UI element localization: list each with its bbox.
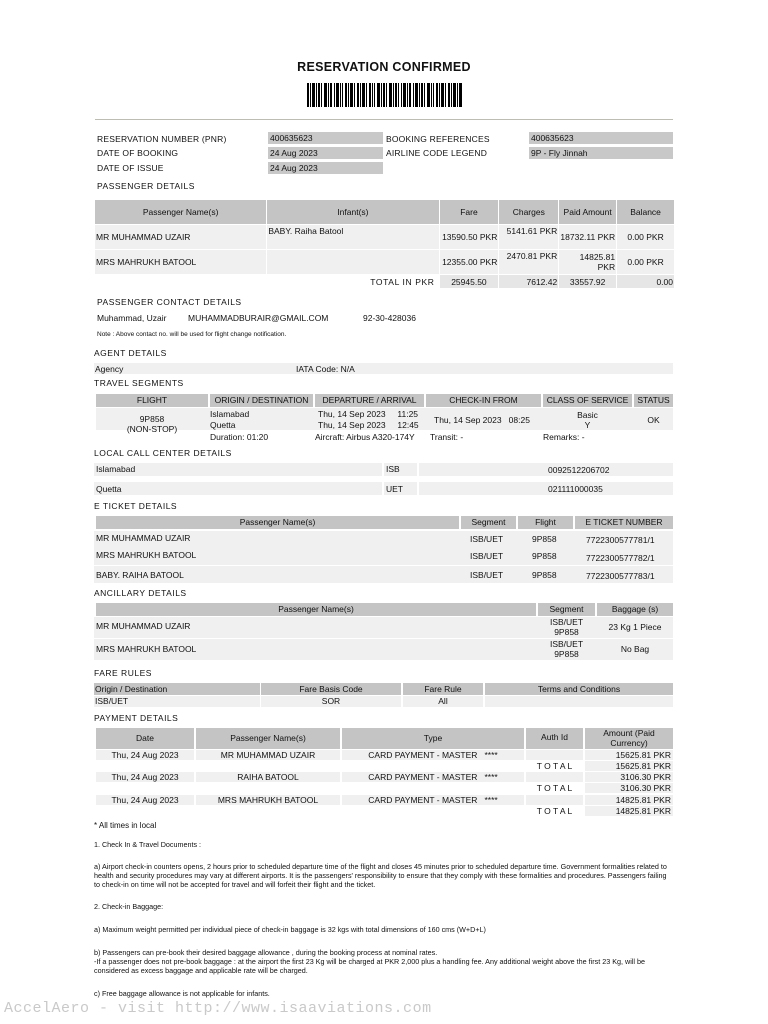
payment-row (94, 795, 673, 805)
issue-date-label: DATE OF ISSUE (97, 163, 164, 173)
col-od: Origin / Destination (94, 683, 260, 695)
segment-transit: Transit: - (430, 432, 464, 442)
travel-segments-heading: TRAVEL SEGMENTS (94, 378, 184, 388)
contact-phone: 92-30-428036 (363, 313, 416, 323)
total-balance: 0.00 (617, 275, 674, 288)
payment-total-label: T O T A L (536, 783, 573, 793)
table-row (94, 531, 673, 548)
table-row (94, 463, 673, 476)
payment-total: 3106.30 PKR (585, 783, 673, 793)
note-baggage-airport: -If a passenger does not pre-book baggage : at the airport the first 23 Kg will be charged at PKR 2,000 plus a handling fee. Any additional weight above the first 23 Kg, will be considered as excess baggage and applicable rate will be charged. (94, 957, 645, 975)
class-name: Basic (577, 410, 598, 420)
passenger-name: MRS MAHRUKH BATOOL (95, 250, 266, 274)
flight-type: (NON-STOP) (126, 424, 178, 434)
col-passenger: Passenger Name(s) (95, 200, 266, 224)
payment-total: 15625.81 PKR (585, 761, 673, 771)
ancillary-flight: 9P858 (554, 649, 579, 659)
col-passenger: Passenger Name(s) (196, 728, 340, 749)
fare-od: ISB/UET (94, 696, 260, 707)
col-passenger: Passenger Name(s) (96, 603, 536, 616)
payment-type-text: CARD PAYMENT - MASTER (368, 795, 478, 805)
col-amount: Amount (Paid Currency) (585, 728, 673, 749)
col-basis: Fare Basis Code (261, 683, 401, 695)
booking-date-label: DATE OF BOOKING (97, 148, 179, 158)
col-type: Type (342, 728, 524, 749)
payment-date: Thu, 24 Aug 2023 (96, 750, 194, 760)
barcode-image (307, 83, 462, 107)
eticket-number: 7722300577782/1 (586, 553, 655, 563)
issue-date-value: 24 Aug 2023 (268, 162, 383, 174)
call-center-city: Quetta (96, 484, 122, 494)
call-center-heading: LOCAL CALL CENTER DETAILS (94, 448, 232, 458)
ancillary-name: MR MUHAMMAD UZAIR (96, 621, 191, 631)
agent-name: Agency (95, 364, 124, 374)
fare-terms (485, 696, 673, 707)
payment-header-row (94, 728, 673, 749)
col-baggage: Baggage (s) (597, 603, 673, 616)
eticket-header-row (94, 516, 673, 529)
call-center-city: Islamabad (96, 464, 136, 474)
eticket-heading: E TICKET DETAILS (94, 501, 178, 511)
note-checkin-text: a) Airport check-in counters opens, 2 hours prior to scheduled departure time of the flight and closes 45 minutes prior to scheduled departure time. Government formalities related to health and security procedures may vary at different airports. It is the passengers' responsibility to ensure that they comply with these formalities and procedures. Passengers failing to check-in on time will not be accepted for travel and will forfeit their flight and the ticket. (94, 862, 667, 889)
table-row (95, 250, 674, 274)
booking-date-value: 24 Aug 2023 (268, 147, 383, 159)
balance-value: 0.00 PKR (617, 225, 674, 249)
segment-duration: Duration: 01:20 (210, 432, 269, 442)
charges-value: 5141.61 PKR (499, 225, 558, 249)
eticket-segment: ISB/UET (470, 570, 504, 580)
col-rule: Fare Rule (403, 683, 483, 695)
note-baggage-weight: a) Maximum weight permitted per individual piece of check-in baggage is 32 kgs with total dimensions of 160 cms (W+D+L) (94, 925, 486, 934)
passenger-table (94, 199, 675, 289)
note-baggage-heading: 2. Check-in Baggage: (94, 902, 164, 911)
segment-departure: Thu, 14 Sep 2023 11:25 (318, 409, 419, 419)
eticket-flight: 9P858 (532, 551, 557, 561)
table-row (94, 482, 673, 495)
contact-email: MUHAMMADBURAIR@GMAIL.COM (188, 313, 329, 323)
col-fare: Fare (440, 200, 499, 224)
eticket-name: MR MUHAMMAD UZAIR (96, 533, 191, 543)
payment-total-label: T O T A L (536, 761, 573, 771)
charges-value: 2470.81 PKR (499, 250, 558, 274)
fare-value: 13590.50 PKR (440, 225, 499, 249)
card-mask: **** (484, 772, 498, 782)
payment-type (342, 795, 524, 805)
payment-row (94, 750, 673, 760)
table-row (94, 617, 673, 638)
col-segment: Segment (538, 603, 595, 616)
col-balance: Balance (617, 200, 674, 224)
class-code: Y (584, 420, 591, 430)
payment-amount: 15625.81 PKR (585, 750, 673, 760)
payment-type (342, 750, 524, 760)
balance-value: 0.00 PKR (617, 250, 674, 274)
segment-origin: Islamabad (210, 409, 250, 419)
payment-type-text: CARD PAYMENT - MASTER (368, 772, 478, 782)
segment-aircraft: Aircraft: Airbus A320-174Y (315, 432, 415, 442)
payment-type (342, 772, 524, 782)
eticket-flight: 9P858 (532, 570, 557, 580)
ancillary-segment: ISB/UET (549, 617, 584, 627)
fare-value: 12355.00 PKR (440, 250, 499, 274)
payment-date: Thu, 24 Aug 2023 (96, 772, 194, 782)
eticket-name: BABY. RAIHA BATOOL (96, 570, 184, 580)
payment-total-row (94, 806, 673, 816)
payment-row (94, 772, 673, 782)
call-center-code: ISB (386, 464, 400, 474)
pnr-value: 400635623 (268, 132, 383, 144)
watermark: AccelAero - visit http://www.isaaviations.com (4, 1000, 432, 1017)
payment-name: MR MUHAMMAD UZAIR (196, 750, 340, 760)
call-center-phone: 0092512206702 (548, 465, 610, 475)
payment-amount: 14825.81 PKR (585, 795, 673, 805)
segment-checkin: Thu, 14 Sep 2023 08:25 (434, 415, 530, 425)
col-status: STATUS (634, 394, 673, 407)
table-row (94, 639, 673, 660)
total-label: TOTAL IN PKR (95, 275, 439, 288)
paid-value: 18732.11 PKR (559, 225, 616, 249)
table-row (95, 225, 674, 249)
payment-type-text: CARD PAYMENT - MASTER (368, 750, 478, 760)
eticket-segment: ISB/UET (470, 534, 504, 544)
infant-name (267, 250, 438, 274)
total-fare: 25945.50 (440, 275, 499, 288)
segment-header-row (94, 394, 673, 407)
fare-rules-heading: FARE RULES (94, 668, 152, 678)
payment-amount: 3106.30 PKR (585, 772, 673, 782)
total-row (95, 275, 674, 288)
page-title: RESERVATION CONFIRMED (297, 60, 471, 74)
header-divider (95, 119, 673, 120)
col-departure: DEPARTURE / ARRIVAL (315, 394, 424, 407)
agent-row (94, 363, 673, 374)
segment-class (543, 410, 632, 430)
col-paid: Paid Amount (559, 200, 616, 224)
agent-heading: AGENT DETAILS (94, 348, 167, 358)
contact-name: Muhammad, Uzair (97, 313, 167, 323)
flight-number: 9P858 (139, 414, 165, 424)
card-mask: **** (484, 750, 498, 760)
eticket-flight: 9P858 (532, 534, 557, 544)
col-auth: Auth Id (526, 728, 583, 749)
ancillary-name: MRS MAHRUKH BATOOL (96, 644, 197, 654)
card-mask: **** (484, 795, 498, 805)
col-segment: Segment (461, 516, 516, 529)
payment-name: RAIHA BATOOL (196, 772, 340, 782)
payment-total: 14825.81 PKR (585, 806, 673, 816)
note-infant-baggage: c) Free baggage allowance is not applicable for infants. (94, 989, 270, 998)
col-class: CLASS OF SERVICE (543, 394, 632, 407)
eticket-segment: ISB/UET (470, 551, 504, 561)
payment-total-row (94, 761, 673, 771)
col-date: Date (96, 728, 194, 749)
agent-iata: IATA Code: N/A (296, 364, 355, 374)
note-baggage-prebook: b) Passengers can pre-book their desired baggage allowance , during the booking process at nominal rates. (94, 948, 438, 957)
col-infant: Infant(s) (267, 200, 438, 224)
booking-ref-label: BOOKING REFERENCES (386, 134, 490, 144)
call-center-phone: 021111000035 (548, 484, 603, 494)
ancillary-header-row (94, 603, 673, 616)
table-row (94, 548, 673, 565)
pnr-label: RESERVATION NUMBER (PNR) (97, 134, 227, 144)
ancillary-baggage: 23 Kg 1 Piece (608, 622, 662, 632)
fare-rule: All (403, 696, 483, 707)
col-flight: FLIGHT (96, 394, 208, 407)
eticket-number: 7722300577783/1 (586, 571, 655, 581)
col-checkin: CHECK-IN FROM (426, 394, 541, 407)
call-center-code: UET (386, 484, 403, 494)
col-origin: ORIGIN / DESTINATION (210, 394, 313, 407)
fare-basis: SOR (261, 696, 401, 707)
passenger-details-heading: PASSENGER DETAILS (97, 181, 195, 191)
col-flight: Flight (518, 516, 573, 529)
contact-heading: PASSENGER CONTACT DETAILS (97, 297, 242, 307)
col-terms: Terms and Conditions (485, 683, 673, 695)
col-charges: Charges (499, 200, 558, 224)
segment-status: OK (647, 415, 660, 425)
col-passenger: Passenger Name(s) (96, 516, 459, 529)
note-checkin-heading: 1. Check In & Travel Documents : (94, 840, 202, 849)
payment-name: MRS MAHRUKH BATOOL (196, 795, 340, 805)
paid-value: 14825.81 PKR (559, 250, 616, 274)
airline-legend-label: AIRLINE CODE LEGEND (386, 148, 488, 158)
table-row (94, 696, 673, 707)
contact-note: Note : Above contact no. will be used for flight change notification. (97, 331, 287, 338)
payment-date: Thu, 24 Aug 2023 (96, 795, 194, 805)
segment-destination: Quetta (210, 420, 236, 430)
payment-total-row (94, 783, 673, 793)
eticket-number: 7722300577781/1 (586, 535, 655, 545)
fare-rules-header-row (94, 683, 673, 695)
total-charges: 7612.42 (499, 275, 558, 288)
col-ticket: E TICKET NUMBER (575, 516, 673, 529)
eticket-name: MRS MAHRUKH BATOOL (96, 550, 197, 560)
segment-flight (96, 414, 208, 434)
ancillary-baggage: No Bag (620, 644, 650, 654)
ancillary-segment: ISB/UET (549, 639, 584, 649)
passenger-name: MR MUHAMMAD UZAIR (95, 225, 266, 249)
payment-heading: PAYMENT DETAILS (94, 713, 179, 723)
table-row (94, 566, 673, 583)
ancillary-flight: 9P858 (554, 627, 579, 637)
times-note: * All times in local (94, 821, 157, 830)
segment-arrival: Thu, 14 Sep 2023 12:45 (318, 420, 419, 430)
infant-name: BABY. Raiha Batool (267, 225, 438, 249)
payment-total-label: T O T A L (536, 806, 573, 816)
total-paid: 33557.92 (559, 275, 616, 288)
segment-remarks: Remarks: - (543, 432, 585, 442)
airline-legend-value: 9P - Fly Jinnah (529, 147, 673, 159)
ancillary-heading: ANCILLARY DETAILS (94, 588, 187, 598)
booking-ref-value: 400635623 (529, 132, 673, 144)
